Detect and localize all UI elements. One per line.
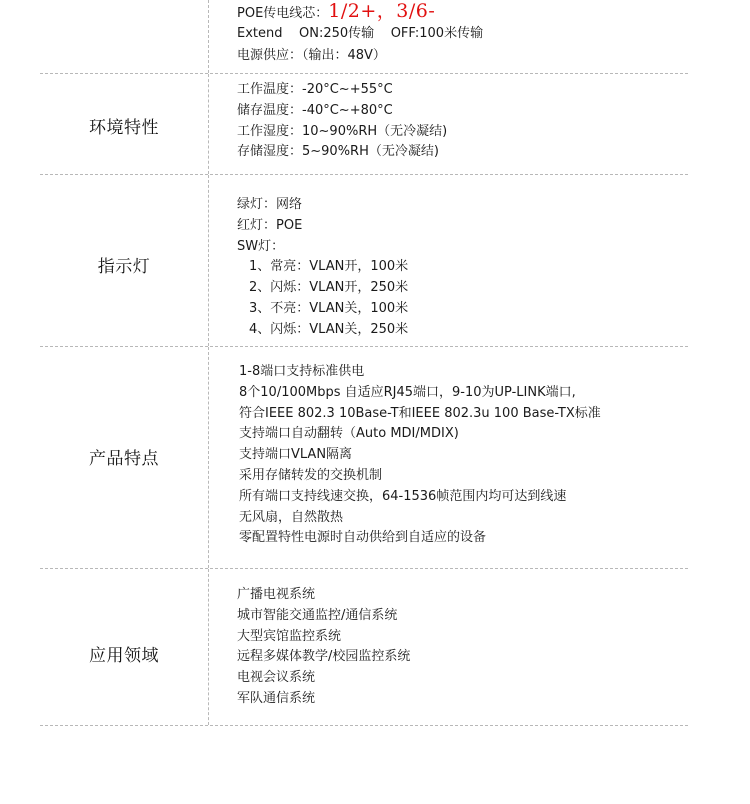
spec-line: 4、闪烁：VLAN关，250米 bbox=[249, 321, 409, 337]
row-label: 指示灯 bbox=[97, 257, 151, 277]
row-label: 产品特点 bbox=[89, 449, 159, 469]
spec-row-values bbox=[239, 362, 601, 549]
row-label: 应用领域 bbox=[89, 646, 159, 666]
poe-prefix: POE传电线芯： bbox=[237, 6, 329, 21]
extend-line: Extend ON:250传输 OFF:100米传输 bbox=[237, 26, 484, 41]
column-divider bbox=[208, 0, 209, 73]
spec-line: 8个10/100Mbps 自适应RJ45端口，9-10为UP-LINK端口, bbox=[239, 384, 576, 400]
spec-line: 零配置特性电源时自动供给到自适应的设备 bbox=[239, 530, 487, 546]
column-divider bbox=[208, 347, 209, 568]
spec-row-applications bbox=[40, 569, 688, 726]
spec-line: SW灯： bbox=[237, 238, 285, 254]
spec-line: 2、闪烁：VLAN开，250米 bbox=[249, 280, 409, 296]
spec-line: 大型宾馆监控系统 bbox=[237, 628, 342, 644]
column-divider bbox=[208, 175, 209, 346]
spec-line: 1、常亮：VLAN开，100米 bbox=[249, 259, 409, 275]
spec-row-poe bbox=[40, 0, 688, 74]
spec-row-features bbox=[40, 347, 688, 569]
poe-line bbox=[237, 1, 483, 24]
poe-highlight: 1/2+，3/6- bbox=[328, 0, 436, 22]
spec-line: 支持端口VLAN隔离 bbox=[239, 447, 353, 463]
column-divider bbox=[208, 74, 209, 174]
spec-row-values bbox=[237, 195, 408, 341]
spec-row-environment bbox=[40, 74, 688, 175]
spec-line: 3、不亮：VLAN关，100米 bbox=[249, 300, 409, 316]
spec-row-values bbox=[237, 80, 447, 163]
spec-line: 电视会议系统 bbox=[237, 670, 316, 686]
spec-line: 绿灯：网络 bbox=[237, 197, 303, 212]
spec-row-values bbox=[237, 1, 483, 67]
spec-line: 工作湿度：10~90%RH（无冷凝结) bbox=[237, 123, 448, 139]
spec-row-values bbox=[237, 585, 410, 710]
spec-line: 所有端口支持线速交换，64-1536帧范围内均可达到线速 bbox=[239, 488, 567, 504]
spec-row-indicators bbox=[40, 175, 688, 347]
spec-line: 符合IEEE 802.3 10Base-T和IEEE 802.3u 100 Base-TX标准 bbox=[239, 405, 601, 421]
power-line: 电源供应：（输出：48V） bbox=[237, 47, 386, 63]
row-label: 环境特性 bbox=[89, 118, 159, 138]
spec-line: 工作温度：-20°C~+55°C bbox=[237, 82, 393, 97]
spec-line: 城市智能交通监控/通信系统 bbox=[237, 607, 398, 623]
spec-line: 军队通信系统 bbox=[237, 690, 316, 706]
spec-line: 存储湿度：5~90%RH（无冷凝结) bbox=[237, 144, 439, 160]
spec-line: 支持端口自动翻转（Auto MDI/MDIX) bbox=[239, 426, 459, 442]
spec-line: 远程多媒体教学/校园监控系统 bbox=[237, 649, 411, 665]
column-divider bbox=[208, 569, 209, 725]
spec-line: 储存温度：-40°C~+80°C bbox=[237, 102, 393, 118]
spec-line: 1-8端口支持标准供电 bbox=[239, 364, 365, 379]
spec-line: 红灯：POE bbox=[237, 217, 303, 233]
spec-line: 采用存储转发的交换机制 bbox=[239, 467, 383, 483]
spec-table bbox=[40, 0, 688, 726]
spec-line: 无风扇，自然散热 bbox=[239, 509, 344, 525]
spec-line: 广播电视系统 bbox=[237, 587, 316, 602]
